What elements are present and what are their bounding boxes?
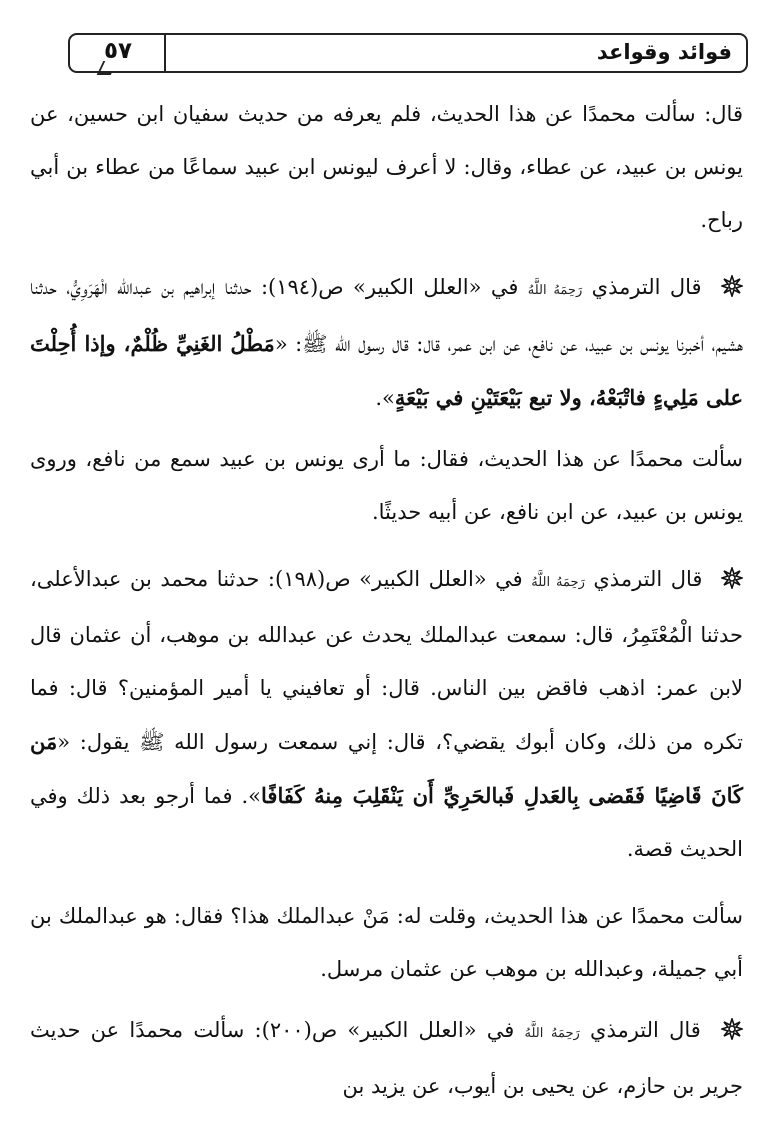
- flower-ornament-icon: [721, 1018, 743, 1040]
- paragraph-3: [30, 433, 743, 539]
- honorific: رَحِمَهُ اللَّهُ: [527, 283, 583, 298]
- author-ref: قال الترمذي: [593, 567, 703, 591]
- paragraph-6: [30, 1004, 743, 1113]
- paragraph-text: سألت محمدًا عن هذا الحديث، وقلت له: مَنْ عبدالملك هذا؟ فقال: هو عبدالملك بن أبي جميلة، وعبدالله بن موهب عن عثمان مرسل.: [30, 904, 743, 981]
- paragraph-5: [30, 890, 743, 996]
- paragraph-text: في «العلل الكبير» ص(١٩٤): حدثنا إبراهيم بن عبدالله الْهَرَوِيُّ، حدثنا هشيم، أخبرنا يونس بن عبيد، عن نافع، عن ابن عمر، قال: قال رسول الله ﷺ: «: [30, 275, 743, 356]
- paragraph-2: [30, 261, 743, 425]
- hadith-text: مَن كَانَ قَاضِيًا فَقَضى بِالعَدلِ فَبالحَرِيِّ أَن يَنْقَلِبَ مِنهُ كَفَافًا: [30, 729, 743, 808]
- author-ref: قال الترمذي: [591, 275, 702, 299]
- hadith-text: مَطْلُ الغَنِيِّ ظُلْمٌ، وإذا أُحِلْتَ على مَلِيءٍ فاتْبَعْهُ، ولا تبع بَيْعَتَيْنِ في بَيْعَةٍ: [30, 331, 743, 410]
- paragraph-text: ». فما أرجو بعد ذلك وفي الحديث قصة.: [30, 784, 743, 861]
- paragraph-4: [30, 553, 743, 876]
- author-ref: قال الترمذي: [590, 1018, 701, 1042]
- paragraph-1: [30, 88, 743, 247]
- flower-ornament-icon: [721, 567, 743, 589]
- paragraph-text: ».: [375, 386, 395, 410]
- page-body: [30, 88, 743, 1121]
- header-divider: [164, 35, 166, 71]
- honorific: رَحِمَهُ اللَّهُ: [524, 1026, 580, 1041]
- page-number: ٥٧: [103, 38, 133, 64]
- flower-ornament-icon: [721, 275, 743, 297]
- honorific: رَحِمَهُ اللَّهُ: [531, 575, 585, 590]
- paragraph-text: في «العلل الكبير» ص(١٩٨): حدثنا محمد بن عبدالأعلى، حدثنا الْمُعْتَمِرُ، قال: سمعت عبدالملك يحدث عن عبدالله بن موهب، أن عثمان قال لابن عمر: اذهب فاقض بين الناس. قال: أو تعافيني يا أمير المؤمنين؟ قال: فما تكره من ذلك، وكان أبوك يقضي؟، قال: إني سمعت رسول الله ﷺ يقول: «: [30, 567, 743, 754]
- paragraph-text: في «العلل الكبير» ص(٢٠٠): سألت محمدًا عن حديث جرير بن حازم، عن يحيى بن أيوب، عن يزيد بن: [30, 1018, 743, 1098]
- paragraph-text: قال: سألت محمدًا عن هذا الحديث، فلم يعرفه من حديث سفيان ابن حسين، عن يونس بن عبيد، عن عطاء، وقال: لا أعرف ليونس ابن عبيد سماعًا من عطاء بن أبي رباح.: [30, 102, 743, 232]
- page-header: [68, 33, 748, 73]
- running-title: فوائد وقواعد: [596, 40, 732, 64]
- paragraph-text: سألت محمدًا عن هذا الحديث، فقال: ما أرى يونس بن عبيد سمع من نافع، وروى يونس بن عبيد، عن ابن نافع، عن أبيه حديثًا.: [30, 447, 743, 524]
